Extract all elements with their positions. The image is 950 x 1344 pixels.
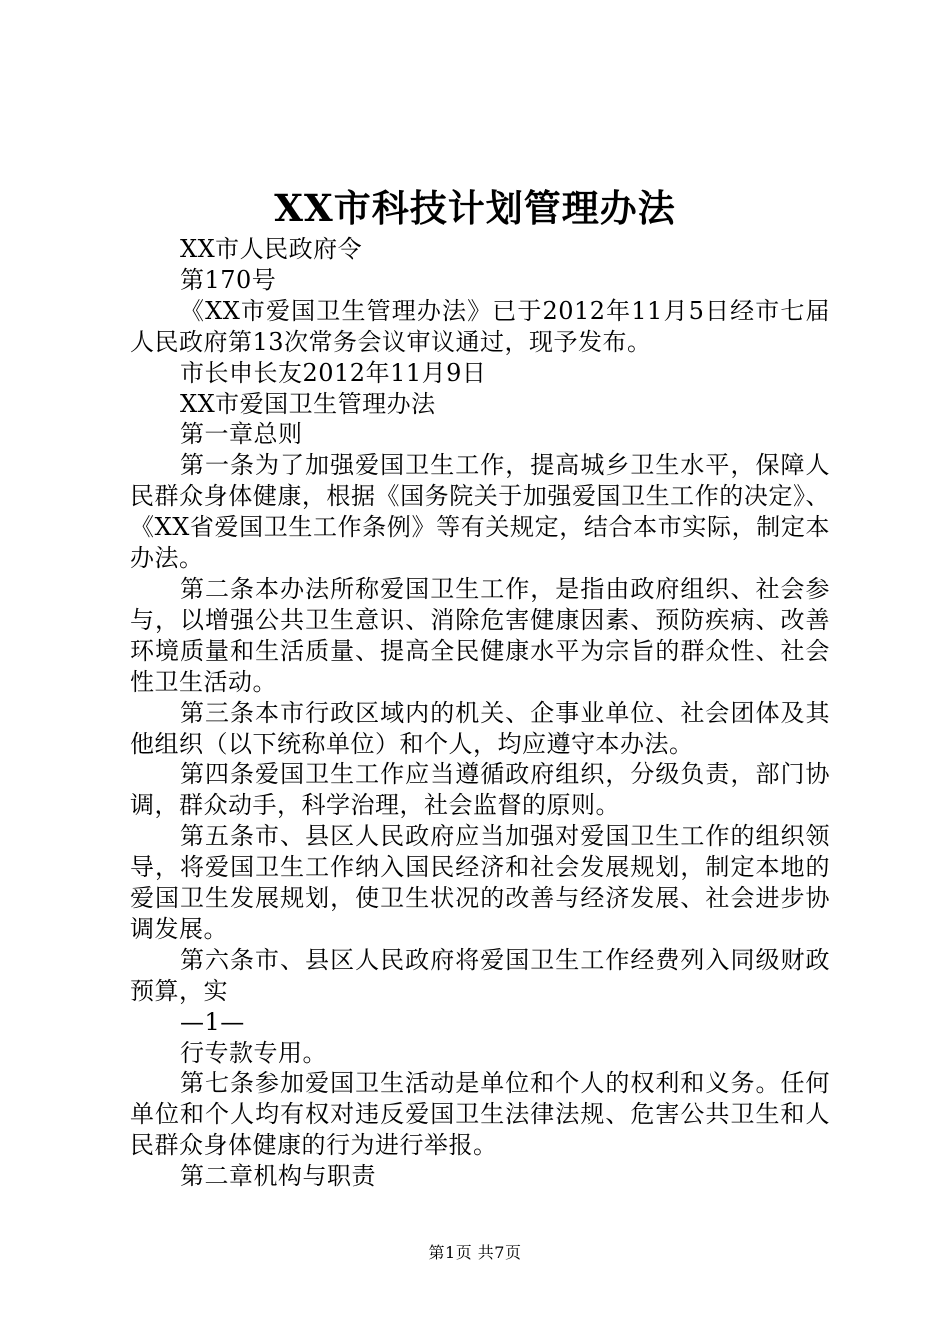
paragraph-regulation-name: XX市爱国卫生管理办法 bbox=[180, 389, 436, 418]
chapter-heading-2: 第二章机构与职责 bbox=[180, 1162, 376, 1191]
document-title: XX市科技计划管理办法 bbox=[274, 186, 676, 230]
document-body bbox=[130, 234, 830, 1192]
article-5: 第五条市、县区人民政府应当加强对爱国卫生工作的组织领导，将爱国卫生工作纳入国民经济和社会发展规划，制定本地的爱国卫生发展规划，使卫生状况的改善与经济发展、社会进步协调发展。 bbox=[130, 822, 830, 943]
inline-page-number: —1— bbox=[180, 1007, 245, 1036]
paragraph-signature-date: 市长申长友2012年11月9日 bbox=[180, 358, 487, 387]
paragraph-announcement: 《XX市爱国卫生管理办法》已于2012年11月5日经市七届人民政府第13次常务会议审议通过，现予发布。 bbox=[130, 296, 830, 356]
article-6-continued: 行专款专用。 bbox=[180, 1038, 327, 1067]
article-4: 第四条爱国卫生工作应当遵循政府组织，分级负责，部门协调，群众动手，科学治理，社会监督的原则。 bbox=[130, 760, 830, 820]
article-6: 第六条市、县区人民政府将爱国卫生工作经费列入同级财政预算，实 bbox=[130, 945, 830, 1005]
page-footer: 第1页 共7页 bbox=[428, 1243, 522, 1262]
paragraph-issuer: XX市人民政府令 bbox=[180, 235, 363, 263]
article-3: 第三条本市行政区域内的机关、企事业单位、社会团体及其他组织（以下统称单位）和个人，均应遵守本办法。 bbox=[130, 698, 830, 758]
article-1: 第一条为了加强爱国卫生工作，提高城乡卫生水平，保障人民群众身体健康，根据《国务院关于加强爱国卫生工作的决定》、《XX省爱国卫生工作条例》等有关规定，结合本市实际，制定本办法。 bbox=[130, 451, 830, 573]
article-7: 第七条参加爱国卫生活动是单位和个人的权利和义务。任何单位和个人均有权对违反爱国卫生法律法规、危害公共卫生和人民群众身体健康的行为进行举报。 bbox=[130, 1069, 830, 1160]
chapter-heading-1: 第一章总则 bbox=[180, 420, 303, 449]
paragraph-order-number: 第170号 bbox=[180, 265, 277, 294]
article-2: 第二条本办法所称爱国卫生工作，是指由政府组织、社会参与，以增强公共卫生意识、消除危害健康因素、预防疾病、改善环境质量和生活质量、提高全民健康水平为宗旨的群众性、社会性卫生活动。 bbox=[130, 574, 830, 696]
